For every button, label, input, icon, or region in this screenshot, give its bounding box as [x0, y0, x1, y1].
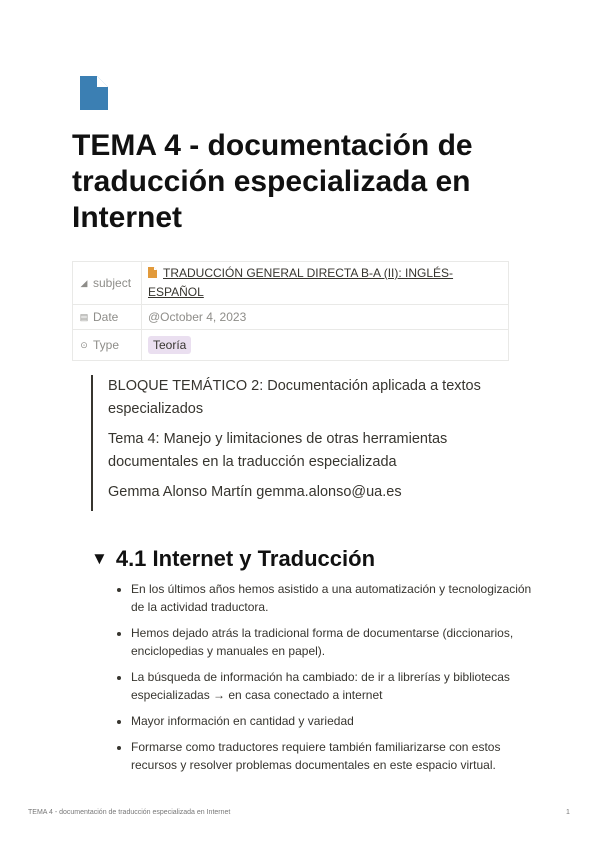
document-icon: [148, 267, 157, 278]
property-name-type: ⊙ Type: [73, 330, 142, 361]
quote-line: Tema 4: Manejo y limitaciones de otras herramientas documentales en la traducción especializada: [108, 431, 448, 470]
property-value-type: [142, 330, 509, 361]
relation-icon: ◢: [80, 278, 88, 289]
footer-title: TEMA 4 - documentación de traducción especializada en Internet: [28, 809, 231, 816]
triangle-down-icon[interactable]: ▼: [91, 549, 108, 568]
property-value-subject: [142, 262, 509, 305]
date-mention[interactable]: @October 4, 2023: [148, 309, 247, 324]
property-value-date: [142, 305, 509, 330]
property-name-date: ▤ Date: [73, 305, 142, 330]
quote-block: [91, 375, 528, 511]
property-name-subject: ◢ subject: [73, 262, 142, 305]
page-title: TEMA 4 - documentación de traducción especializada en Internet: [72, 129, 473, 234]
list-item: • En los últimos años hemos asistido a una automatización y tecnologización de la actividad traductora.: [131, 580, 541, 616]
document-icon: [80, 76, 108, 110]
property-row-subject: [73, 262, 509, 305]
list-item: • La búsqueda de información ha cambiado: de ir a librerías y bibliotecas especializadas → en casa conectado a internet: [131, 668, 541, 704]
calendar-icon: ▤: [79, 312, 89, 323]
bullet-list: [115, 580, 541, 782]
list-item: • Formarse como traductores requiere también familiarizarse con estos recursos y resolver problemas documentales en este espacio virtual.: [131, 738, 541, 774]
select-icon: ⊙: [80, 340, 88, 351]
list-item: • Mayor información en cantidad y variedad: [131, 712, 541, 730]
quote-line: BLOQUE TEMÁTICO 2: Documentación aplicada a textos especializados: [108, 378, 481, 417]
subject-link[interactable]: TRADUCCIÓN GENERAL DIRECTA B-A (II): INGLÉS-ESPAÑOL: [148, 266, 454, 299]
quote-line: Gemma Alonso Martín gemma.alonso@ua.es: [108, 484, 402, 500]
page-number: 1: [566, 809, 570, 816]
section-heading[interactable]: ▼ 4.1 Internet y Traducción: [91, 544, 375, 574]
property-row-date: [73, 305, 509, 330]
list-item: • Hemos dejado atrás la tradicional forma de documentarse (diccionarios, enciclopedias y manuales en papel).: [131, 624, 541, 660]
type-tag[interactable]: Teoría: [148, 336, 191, 354]
property-row-type: [73, 330, 509, 361]
properties-table: [72, 261, 509, 361]
